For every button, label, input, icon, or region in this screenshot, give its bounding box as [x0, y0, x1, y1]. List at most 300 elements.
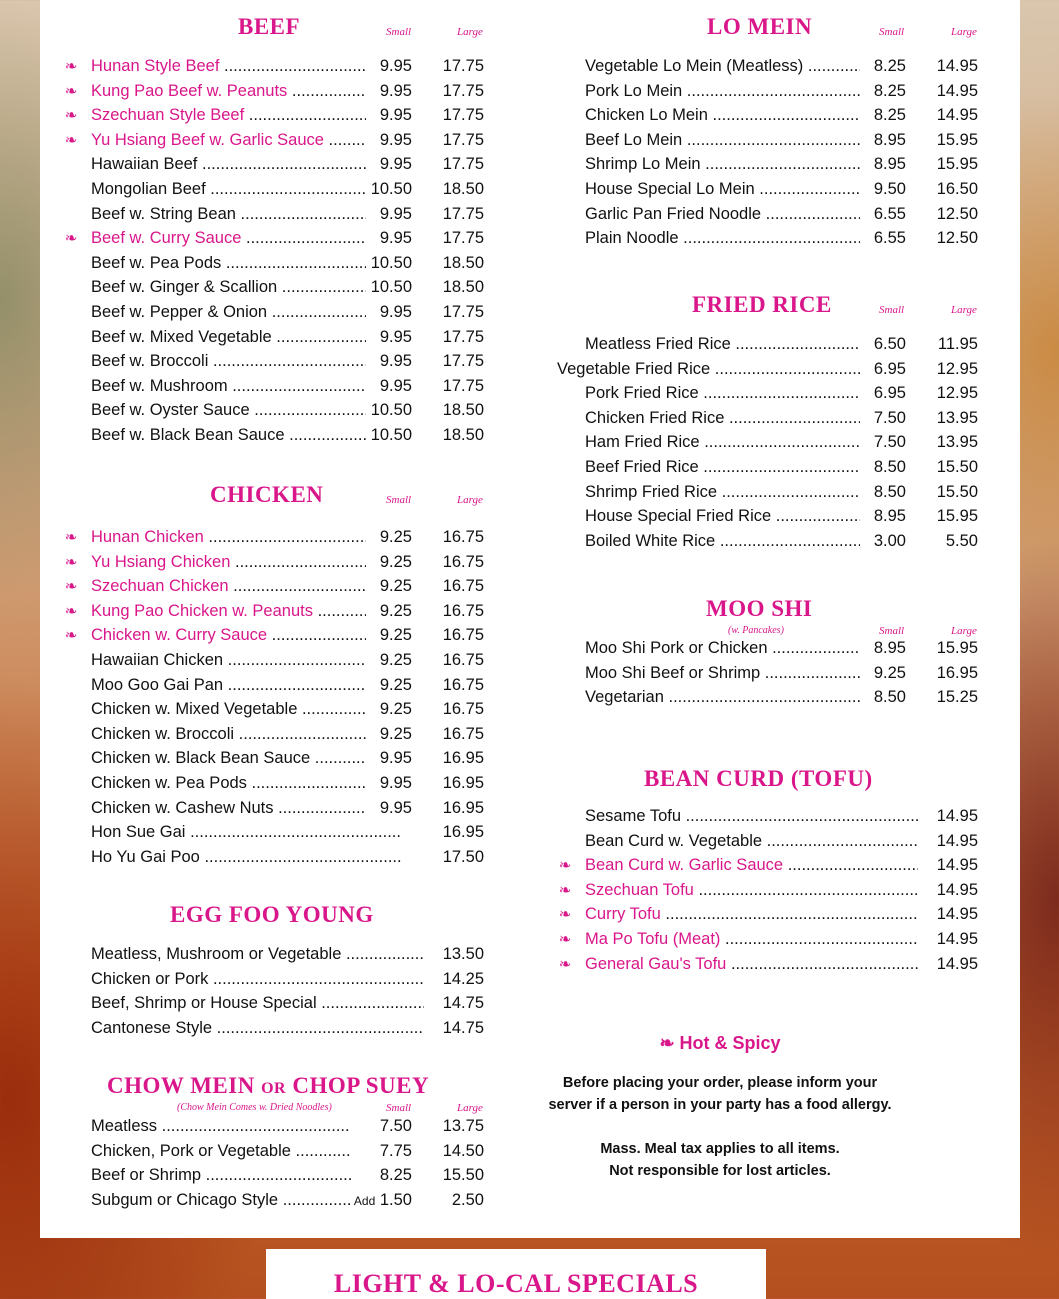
large-column-label: Large	[951, 26, 977, 38]
menu-item	[62, 327, 492, 352]
specials-title: LIGHT & LO-CAL SPECIALS	[333, 1269, 699, 1298]
menu-item-name-text: Chicken w. Broccoli	[91, 724, 235, 743]
menu-item-name	[91, 970, 443, 989]
menu-item-name-text: Chicken Fried Rice	[585, 408, 725, 427]
hot-spicy-label: Hot & Spicy	[679, 1033, 781, 1053]
menu-items	[556, 334, 986, 555]
small-price-value: 9.95	[379, 327, 412, 346]
menu-item-name-text: Moo Shi Beef or Shrimp	[585, 663, 761, 682]
large-price: 17.75	[424, 155, 484, 174]
menu-item-name	[585, 131, 875, 150]
menu-item-name	[91, 725, 401, 744]
small-column-label: Small	[879, 26, 905, 38]
menu-item-name-text: Vegetable Fried Rice	[557, 359, 711, 378]
small-price	[366, 57, 412, 76]
small-price-value: 9.25	[379, 724, 412, 743]
small-price-value: 9.95	[379, 155, 412, 174]
menu-item-name-text: Beef, Shrimp or House Special	[91, 994, 317, 1013]
small-price	[366, 155, 412, 174]
small-price	[366, 602, 412, 621]
small-price	[860, 229, 906, 248]
menu-item	[62, 1190, 492, 1215]
menu-items	[62, 56, 492, 450]
menu-item-name-text: Subgum or Chicago Style	[91, 1190, 279, 1209]
menu-item-name	[91, 131, 401, 150]
small-price	[366, 651, 412, 670]
small-price-value: 8.95	[873, 507, 906, 526]
menu-item-name	[91, 205, 401, 224]
menu-item-name	[585, 180, 875, 199]
small-price-value: 6.95	[873, 384, 906, 403]
menu-item	[62, 773, 492, 798]
small-price	[366, 676, 412, 695]
menu-item	[556, 179, 986, 204]
menu-item-name	[91, 602, 401, 621]
menu-item-name	[585, 639, 875, 658]
section-title: BEEF	[238, 14, 301, 39]
small-column-label: Small	[386, 26, 412, 38]
section-title: EGG FOO YOUNG	[170, 902, 374, 927]
large-price: 14.95	[918, 57, 978, 76]
menu-item	[556, 457, 986, 482]
large-price: 17.75	[424, 131, 484, 150]
menu-item-name-text: Hawaiian Chicken	[91, 650, 224, 669]
section-fried-rice	[556, 292, 986, 552]
small-price	[366, 1117, 412, 1136]
menu-item-name	[91, 254, 401, 273]
small-price-value: 9.25	[379, 650, 412, 669]
menu-item	[556, 482, 986, 507]
menu-item	[556, 855, 986, 880]
menu-item	[556, 383, 986, 408]
add-prefix: Add	[353, 1193, 376, 1208]
menu-item-name	[91, 1117, 351, 1136]
large-price: 12.50	[918, 229, 978, 248]
small-price-value: 8.50	[873, 688, 906, 707]
large-price: 14.95	[918, 881, 978, 900]
small-price	[860, 483, 906, 502]
section-title: LO MEIN	[707, 14, 813, 39]
menu-item	[556, 929, 986, 954]
pepper-icon: ❧	[558, 906, 572, 924]
small-price-value: 7.50	[379, 1117, 412, 1135]
small-price	[366, 1142, 412, 1161]
menu-item-name-text: Chicken w. Cashew Nuts	[91, 798, 274, 817]
large-price: 18.50	[424, 401, 484, 420]
menu-item	[62, 552, 492, 577]
menu-item-name-text: Mongolian Beef	[91, 179, 206, 198]
small-price	[366, 278, 412, 297]
menu-item-name-text: Beef Fried Rice	[585, 457, 699, 476]
small-price	[860, 384, 906, 403]
small-price	[366, 799, 412, 818]
menu-item-name-text: Hunan Style Beef	[91, 57, 220, 75]
menu-item-name-text: Hawaiian Beef	[91, 155, 198, 174]
large-price: 12.95	[918, 360, 978, 379]
specials-panel	[266, 1249, 766, 1299]
large-price: 14.75	[424, 1019, 484, 1038]
small-price-value: 9.25	[379, 577, 412, 596]
pepper-icon: ❧	[64, 82, 78, 100]
large-column-label: Large	[951, 625, 977, 637]
menu-item	[556, 880, 986, 905]
menu-item-name-text: Beef w. Mixed Vegetable	[91, 327, 272, 346]
menu-item	[556, 204, 986, 229]
small-price	[860, 639, 906, 658]
small-price	[366, 229, 412, 248]
small-price-value: 9.95	[379, 229, 412, 248]
large-price: 14.95	[918, 856, 978, 875]
menu-item	[556, 56, 986, 81]
large-column-label: Large	[457, 1102, 483, 1114]
large-price: 16.95	[424, 749, 484, 768]
menu-item-name	[585, 856, 937, 875]
menu-item-name-text: Beef or Shrimp	[91, 1166, 202, 1185]
menu-item-name-text: Meatless Fried Rice	[585, 335, 731, 353]
menu-item-name	[585, 205, 875, 224]
large-price: 15.50	[918, 458, 978, 477]
small-price	[860, 131, 906, 150]
small-price	[860, 335, 906, 354]
large-price: 17.75	[424, 328, 484, 347]
menu-item-name	[585, 409, 875, 428]
lost-articles-note: Not responsible for lost articles.	[609, 1163, 831, 1179]
small-price	[366, 774, 412, 793]
large-price: 17.75	[424, 57, 484, 76]
large-column-label: Large	[951, 304, 977, 316]
menu-item-name	[91, 676, 401, 695]
small-price-value: 9.50	[873, 179, 906, 198]
small-price-value: 9.25	[379, 601, 412, 620]
small-column-label: Small	[879, 625, 905, 637]
menu-item-name-text: Beef w. Broccoli	[91, 352, 209, 371]
small-price-value: 8.95	[873, 639, 906, 657]
small-price-value: 9.25	[379, 626, 412, 645]
small-price-value: 8.25	[379, 1166, 412, 1185]
small-price-value: 8.25	[873, 57, 906, 75]
small-price	[860, 688, 906, 707]
menu-item	[62, 400, 492, 425]
menu-item-name	[91, 848, 401, 867]
large-price: 12.95	[918, 384, 978, 403]
menu-item-name	[91, 278, 401, 297]
menu-item-name-text: Boiled White Rice	[585, 531, 716, 550]
small-price-value: 8.50	[873, 457, 906, 476]
section-chow-mein	[62, 1073, 492, 1213]
menu-item	[556, 334, 986, 359]
menu-item-name	[585, 229, 875, 248]
large-price: 17.50	[424, 848, 484, 867]
menu-item-name	[585, 458, 875, 477]
small-price-value: 7.50	[873, 408, 906, 427]
large-price: 14.95	[918, 905, 978, 924]
menu-item	[62, 81, 492, 106]
menu-item	[62, 650, 492, 675]
large-price: 14.25	[424, 970, 484, 989]
small-price	[366, 1166, 412, 1185]
small-price-value: 9.25	[873, 663, 906, 682]
small-price-value: 10.50	[370, 253, 412, 272]
menu-item	[62, 527, 492, 552]
menu-item-name	[585, 664, 875, 683]
large-price: 17.75	[424, 106, 484, 125]
menu-item-name	[91, 1019, 443, 1038]
menu-item	[62, 376, 492, 401]
menu-item-name	[585, 82, 875, 101]
menu-item-name-text: House Special Lo Mein	[585, 179, 755, 198]
section-chicken	[62, 482, 492, 866]
menu-item	[62, 253, 492, 278]
pepper-icon: ❧	[64, 131, 78, 149]
large-price: 15.50	[918, 483, 978, 502]
small-price-value: 6.95	[873, 359, 906, 378]
menu-item	[62, 1116, 492, 1141]
menu-item	[556, 531, 986, 556]
menu-item-name-text: Bean Curd w. Vegetable	[585, 831, 763, 850]
menu-item-name	[557, 360, 875, 379]
menu-item-name-text: Chicken, Pork or Vegetable	[91, 1141, 291, 1160]
small-price-value: 8.50	[873, 482, 906, 501]
large-price: 14.95	[918, 106, 978, 125]
large-price: 12.50	[918, 205, 978, 224]
menu-item-name	[585, 155, 875, 174]
large-price: 16.75	[424, 651, 484, 670]
menu-item-name-text: Kung Pao Beef w. Peanuts	[91, 81, 288, 100]
small-price	[366, 426, 412, 445]
menu-item	[62, 302, 492, 327]
allergy-line-1: Before placing your order, please inform your	[562, 1075, 878, 1091]
pepper-icon: ❧	[558, 857, 572, 875]
large-price: 14.75	[424, 994, 484, 1013]
menu-item	[62, 625, 492, 650]
menu-item-name-text: Beef w. Pepper & Onion	[91, 302, 268, 321]
menu-item-name	[91, 106, 401, 125]
small-price	[860, 57, 906, 76]
menu-item	[62, 1141, 492, 1166]
small-price	[366, 700, 412, 719]
menu-item	[556, 105, 986, 130]
section-subtitle: (Chow Mein Comes w. Dried Noodles)	[177, 1102, 332, 1113]
menu-item-name-text: Ho Yu Gai Poo	[91, 847, 200, 866]
pepper-icon: ❧	[558, 881, 572, 899]
large-price: 15.95	[918, 639, 978, 658]
small-price	[366, 352, 412, 371]
small-price	[366, 131, 412, 150]
small-price	[350, 1191, 412, 1210]
menu-item-name-text: Szechuan Tofu	[585, 880, 694, 899]
small-price-value: 6.55	[873, 204, 906, 223]
menu-item-name	[91, 352, 401, 371]
pepper-icon: ❧	[558, 930, 572, 948]
menu-item-name	[91, 994, 443, 1013]
small-price	[366, 626, 412, 645]
menu-item-name-text: Kung Pao Chicken w. Peanuts	[91, 601, 313, 620]
small-price	[860, 180, 906, 199]
menu-item-name	[91, 553, 401, 572]
menu-item	[62, 798, 492, 823]
section-title: BEAN CURD (TOFU)	[644, 766, 873, 791]
menu-item-name-text: Curry Tofu	[585, 905, 661, 924]
large-price: 16.75	[424, 528, 484, 547]
large-price: 15.50	[424, 1166, 484, 1185]
section-title: MOO SHI	[706, 596, 813, 621]
menu-item-name-text: Beef Lo Mein	[585, 130, 683, 149]
menu-item-name-text: Beef w. String Bean	[91, 204, 236, 223]
menu-item-name-text: Hon Sue Gai	[91, 823, 186, 842]
section-title: CHOW MEIN or CHOP SUEY	[107, 1073, 430, 1098]
small-price-value: 9.95	[379, 130, 412, 149]
menu-item	[556, 638, 986, 663]
small-price-value: 8.25	[873, 81, 906, 100]
menu-item-name-text: Szechuan Style Beef	[91, 106, 245, 125]
menu-item	[556, 904, 986, 929]
menu-item-name	[585, 335, 875, 354]
menu-item-name	[91, 229, 401, 248]
menu-items	[62, 1116, 492, 1214]
small-price-value: 9.95	[379, 106, 412, 125]
menu-item-name	[585, 507, 875, 526]
pepper-icon: ❧	[64, 58, 78, 75]
small-price	[860, 664, 906, 683]
small-price	[366, 528, 412, 547]
menu-item-name-text: Beef w. Pea Pods	[91, 253, 222, 272]
menu-item	[62, 204, 492, 229]
small-price-value: 9.95	[379, 302, 412, 321]
menu-item-name	[91, 528, 401, 547]
large-price: 14.50	[424, 1142, 484, 1161]
small-price-value: 8.95	[873, 130, 906, 149]
section-beef	[62, 14, 492, 444]
large-price: 16.95	[918, 664, 978, 683]
small-price-value: 10.50	[370, 179, 412, 198]
large-price: 18.50	[424, 426, 484, 445]
small-price	[366, 725, 412, 744]
menu-item	[62, 847, 492, 872]
small-price	[366, 577, 412, 596]
small-price-value: 10.50	[370, 278, 412, 297]
menu-item-name	[91, 155, 401, 174]
large-price: 16.75	[424, 577, 484, 596]
large-price: 16.75	[424, 676, 484, 695]
small-price	[366, 328, 412, 347]
large-price: 17.75	[424, 82, 484, 101]
menu-item-name-text: Szechuan Chicken	[91, 577, 229, 596]
small-price	[860, 507, 906, 526]
section-bean-curd	[556, 766, 986, 973]
menu-item-name	[91, 1142, 351, 1161]
menu-item-name-text: Pork Fried Rice	[585, 384, 699, 403]
small-column-label: Small	[879, 304, 905, 316]
menu-item	[556, 359, 986, 384]
large-price: 15.95	[918, 507, 978, 526]
menu-item-name	[585, 807, 937, 826]
menu-item-name	[585, 955, 937, 974]
small-price-value: 9.25	[379, 675, 412, 694]
small-price-value: 9.95	[379, 376, 412, 395]
section-egg-foo-young	[62, 902, 492, 1037]
tax-note: Mass. Meal tax applies to all items.	[600, 1141, 840, 1157]
menu-item	[62, 601, 492, 626]
large-price: 18.50	[424, 278, 484, 297]
menu-item	[62, 576, 492, 601]
pepper-icon: ❧	[64, 578, 78, 596]
menu-item	[62, 724, 492, 749]
menu-item	[62, 748, 492, 773]
menu-item	[556, 831, 986, 856]
large-price: 13.95	[918, 409, 978, 428]
menu-item-name	[91, 82, 401, 101]
small-price	[366, 303, 412, 322]
small-price-value: 9.95	[379, 204, 412, 223]
menu-item	[556, 806, 986, 831]
pepper-icon: ❧	[64, 627, 78, 645]
menu-item-name-text: Pork Lo Mein	[585, 81, 683, 100]
menu-item	[62, 105, 492, 130]
small-price-value: 8.95	[873, 155, 906, 174]
allergy-line-2: server if a person in your party has a food allergy.	[548, 1097, 892, 1113]
menu-item	[556, 81, 986, 106]
menu-item-name-text: Meatless, Mushroom or Vegetable	[91, 945, 342, 963]
menu-item-name-text: Chicken w. Curry Sauce	[91, 626, 268, 645]
menu-items	[62, 944, 492, 1042]
small-price	[860, 409, 906, 428]
small-price-value: 9.95	[379, 773, 412, 792]
section-subtitle: (w. Pancakes)	[728, 625, 784, 636]
menu-item-name-text: Sesame Tofu	[585, 807, 682, 825]
menu-items	[62, 527, 492, 871]
menu-item-name-text: Beef w. Mushroom	[91, 376, 228, 395]
menu-item-name	[585, 881, 937, 900]
small-price	[860, 82, 906, 101]
menu-item-name	[91, 700, 401, 719]
small-price	[860, 532, 906, 551]
menu-items	[556, 806, 986, 978]
menu-item-name-text: House Special Fried Rice	[585, 507, 772, 526]
menu-item	[556, 954, 986, 979]
small-price	[860, 205, 906, 224]
menu-item-name	[91, 377, 401, 396]
menu-item-name-text: Beef w. Oyster Sauce	[91, 401, 250, 420]
large-price: 13.75	[424, 1117, 484, 1136]
menu-item-name	[585, 905, 937, 924]
large-price: 17.75	[424, 303, 484, 322]
pepper-icon: ❧	[64, 107, 78, 125]
small-price	[366, 254, 412, 273]
menu-item	[556, 432, 986, 457]
large-price: 15.95	[918, 155, 978, 174]
menu-item-name-text: Chicken Lo Mein	[585, 106, 708, 125]
menu-item-name-text: Shrimp Fried Rice	[585, 482, 718, 501]
large-price: 17.75	[424, 377, 484, 396]
large-price: 16.95	[424, 774, 484, 793]
menu-item	[62, 969, 492, 994]
menu-item	[62, 425, 492, 450]
large-price: 17.75	[424, 205, 484, 224]
large-price: 18.50	[424, 254, 484, 273]
large-price: 16.95	[424, 823, 484, 842]
small-column-label: Small	[386, 494, 412, 506]
menu-item	[556, 506, 986, 531]
pepper-icon: ❧	[659, 1033, 675, 1053]
menu-item-name-text: Beef w. Black Bean Sauce	[91, 425, 285, 444]
menu-item-name	[91, 180, 401, 199]
small-price-value: 1.50	[379, 1190, 412, 1209]
small-price-value: 9.25	[379, 552, 412, 571]
small-price-value: 10.50	[370, 425, 412, 444]
menu-item-name-text: Yu Hsiang Chicken	[91, 552, 231, 571]
menu-item	[62, 993, 492, 1018]
large-price: 14.95	[918, 930, 978, 949]
